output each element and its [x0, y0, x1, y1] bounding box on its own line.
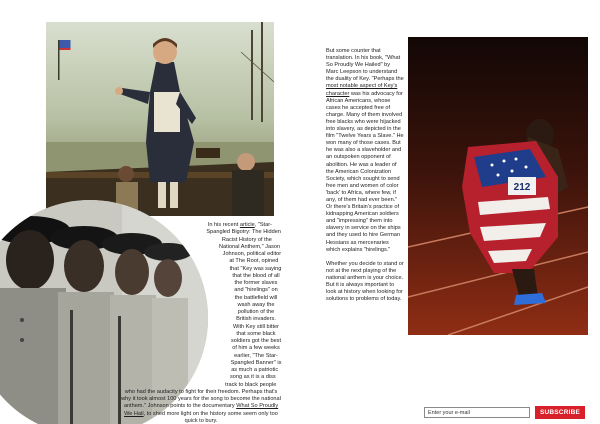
article-left-column: [120, 222, 282, 424]
runner-with-flag-photo: [408, 37, 588, 335]
email-input[interactable]: [424, 407, 530, 418]
text-wrap-shape: [120, 222, 230, 387]
runner-bib-number: 212: [513, 182, 531, 193]
middle-paragraph-2: Whether you decide to stand or not at the next playing of the national anthem is your choice. But it is always important to look at history when looking for solutions to problems of today.: [326, 260, 404, 303]
documentary-link[interactable]: What So Proudly We Hail: [124, 403, 279, 417]
key-character-link[interactable]: most notable aspect of Key's character: [326, 83, 398, 97]
left-end-text: , to shed more light on the history some seem only too quick to bury.: [143, 410, 278, 424]
left-intro-text: In his recent: [207, 222, 240, 228]
article-middle-column: [326, 48, 404, 310]
middle-body-text: was his advocacy for African Americans, whose cases he accepted free of charge. Many of them involved free blacks who were hijacked into slavery, as depicted in the film "Twelve Years a Slave." He won many of those cases. But he was also a slaveholder and an outspoken opponent of abolition. He was a leader of the American Colonization Society, which sought to send free men and women of color 'back' to Africa, where few, if any, of them had ever been." Or there's Britain's practice of kidnapping American soldiers and "impressing" them into slavery in service on the ships and they used to hire German Hessians as mercenaries which explains "hirelings.": [326, 90, 404, 253]
middle-intro-text: But some counter that translation. In his book, "What So Proudly We Hailed" by Marc Leepson to understand the duality of Key. "Perhaps the: [326, 48, 404, 83]
left-body-text: , "Star-Spangled Bigotry: The Hidden Racist History of the National Anthem," Jason Johnson, political editor at The Root, opined that "Key was saying that the blood of all the former slaves and "hirelings" on the battlefield will wash away the pollution of the British invaders. With Key still bitter that some black soldiers got the best of him a few weeks earlier, "The Star-Spangled Banner" is as much a patriotic song as it is a diss track to black people who had the audacity to fight for their freedom. Perhaps that's why it took almost 100 years for the song to become the national anthem." Johnson points to the documentary: [121, 222, 282, 410]
article-link[interactable]: article: [239, 222, 255, 228]
subscribe-button[interactable]: SUBSCRIBE: [535, 406, 585, 419]
middle-paragraph-1: [326, 48, 404, 254]
francis-scott-key-painting: [46, 22, 274, 216]
